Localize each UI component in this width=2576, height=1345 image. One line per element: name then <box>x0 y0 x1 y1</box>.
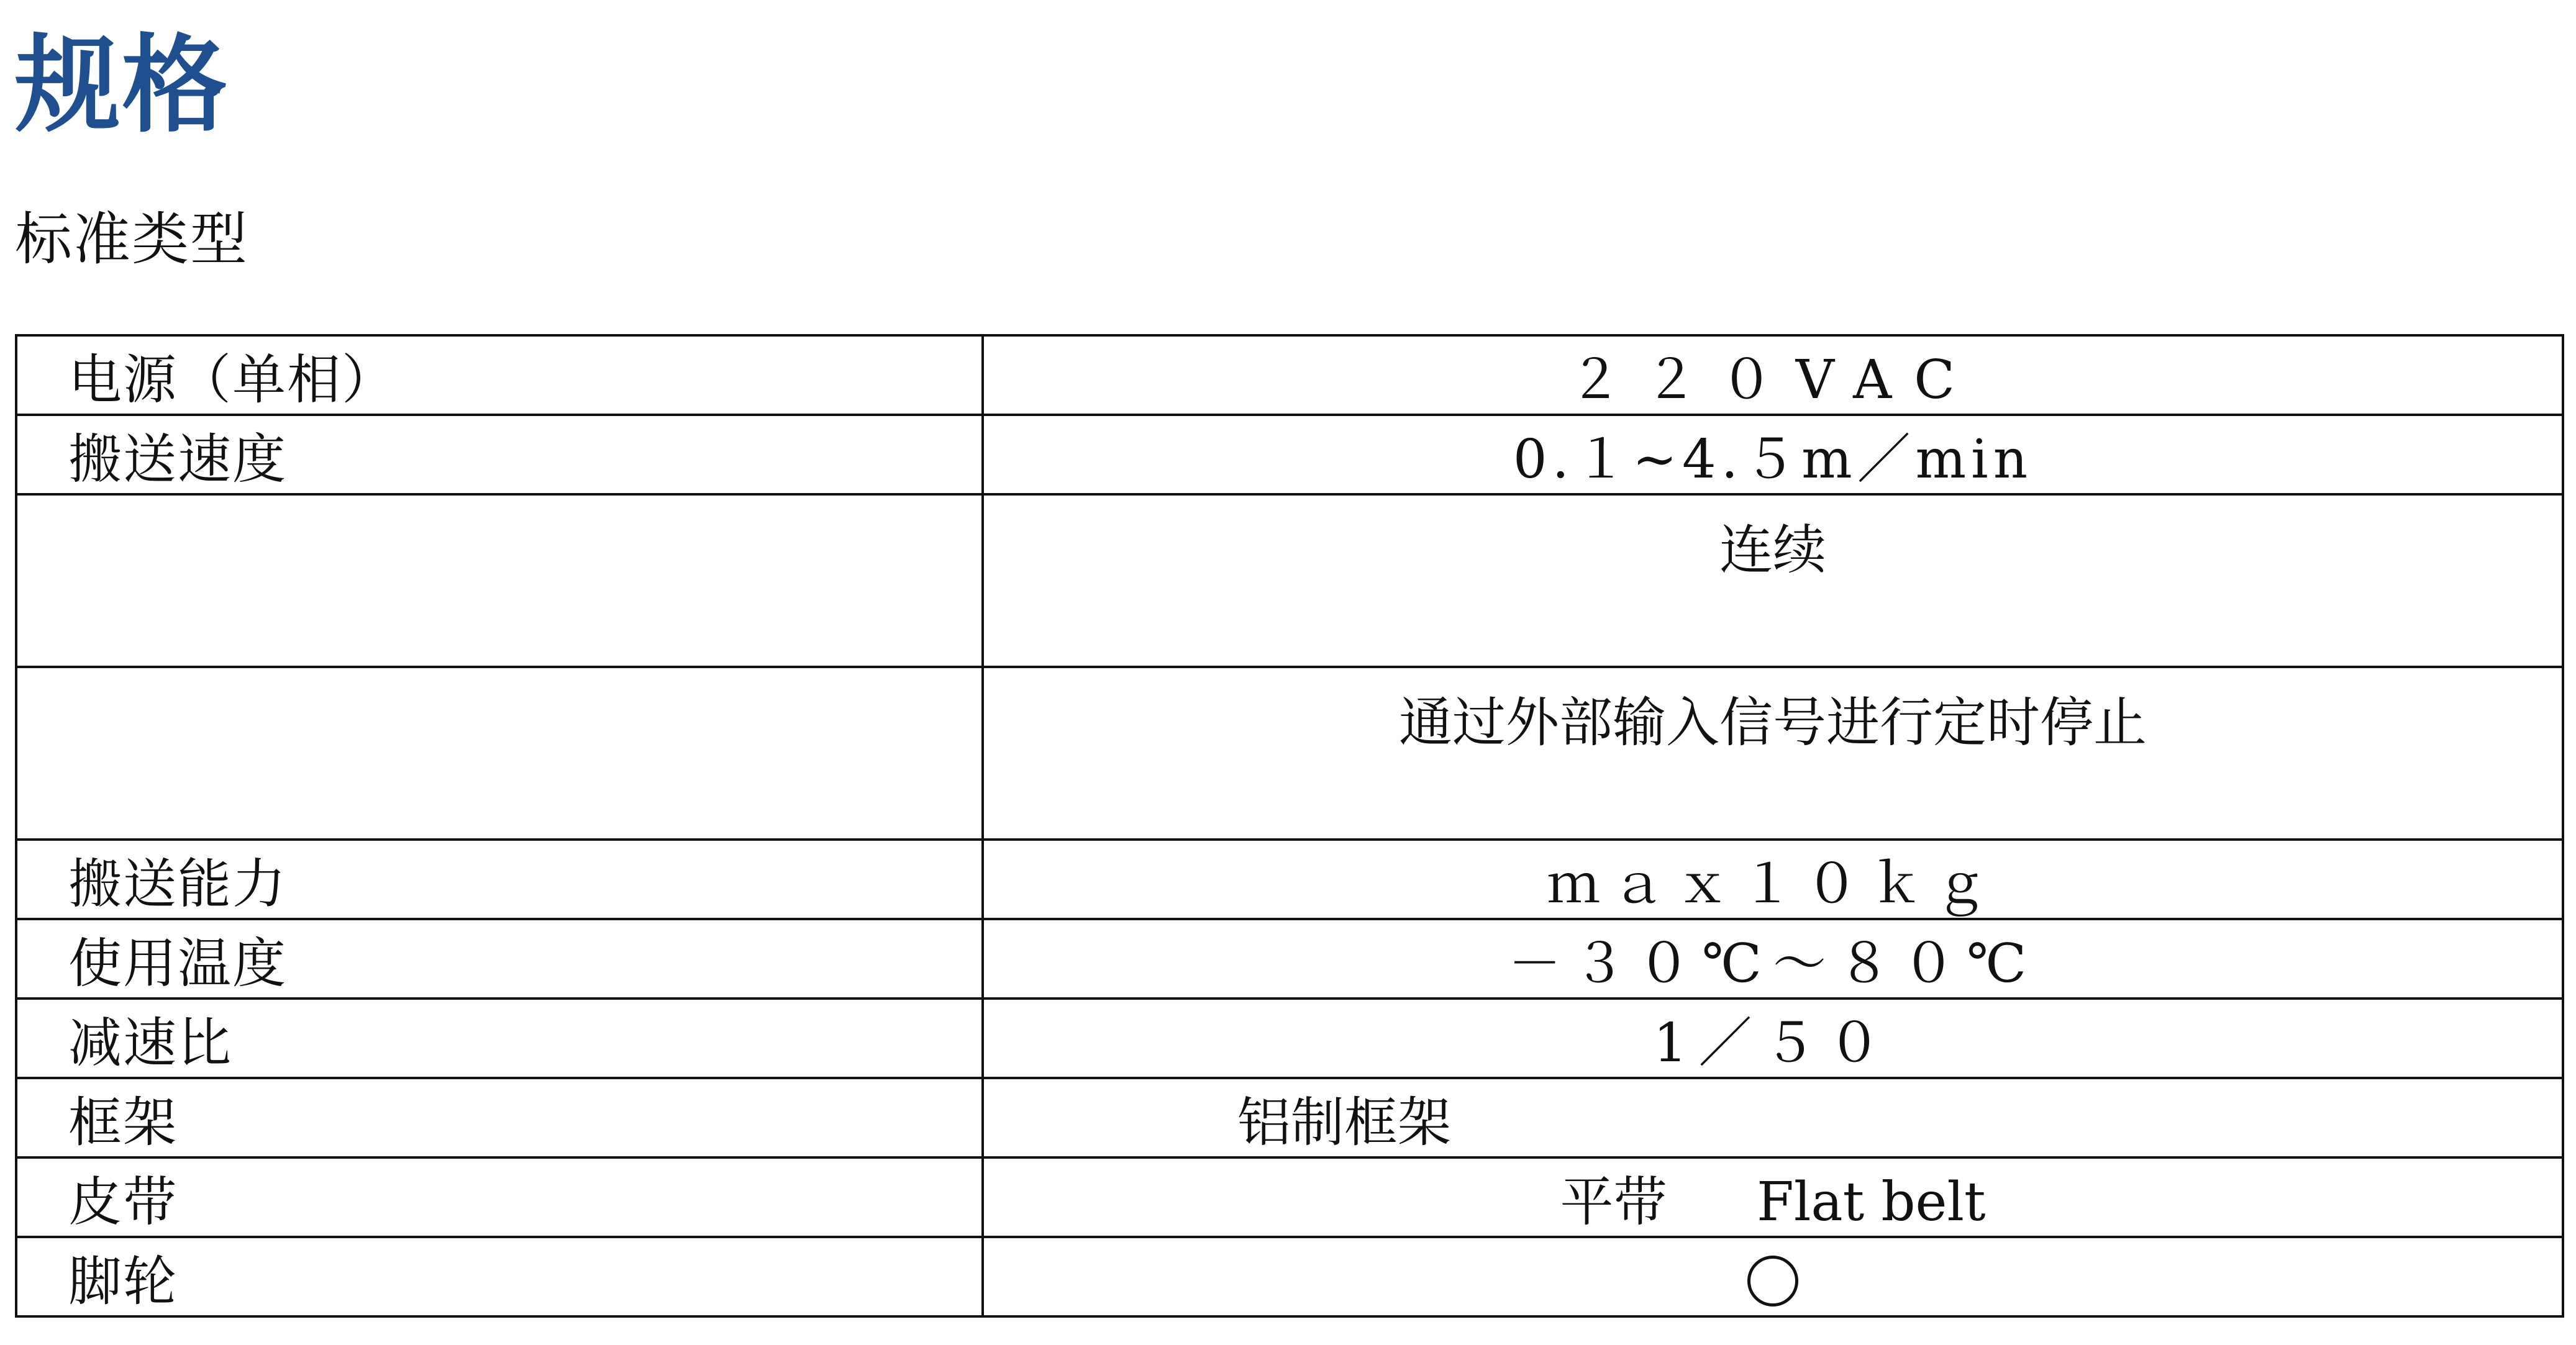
page-title: 规格 <box>15 23 229 147</box>
spec-value-capacity-text: ｍａｘ１０ｋｇ <box>1547 853 1999 915</box>
spec-row-capacity <box>16 840 2563 919</box>
spec-row-timed-stop <box>16 667 2563 840</box>
spec-label-empty-1 <box>16 494 983 667</box>
spec-row-frame <box>16 1078 2563 1157</box>
spec-label-reduction-ratio: 减速比 <box>16 999 983 1078</box>
spec-row-power <box>16 335 2563 415</box>
spec-value-timed-stop <box>983 667 2563 840</box>
spec-label-empty-2 <box>16 667 983 840</box>
spec-value-caster <box>983 1237 2563 1316</box>
spec-value-frame-text: 铝制框架 <box>1237 1092 1451 1154</box>
spec-value-reduction-ratio <box>983 999 2563 1078</box>
spec-value-belt-cn: 平带 <box>1560 1171 1667 1233</box>
spec-value-reduction-ratio-text: 1／５０ <box>1653 1012 1893 1074</box>
spec-value-timed-stop-text: 通过外部输入信号进行定时停止 <box>1399 692 2147 754</box>
spec-label-speed: 搬送速度 <box>16 415 983 494</box>
spec-value-belt <box>983 1157 2563 1237</box>
spec-label-caster: 脚轮 <box>16 1237 983 1316</box>
spec-label-power: 电源（单相） <box>16 335 983 415</box>
spec-row-continuous <box>16 494 2563 667</box>
spec-value-temperature <box>983 919 2563 999</box>
spec-value-continuous-text: 连续 <box>1719 519 1826 581</box>
spec-value-continuous <box>983 494 2563 667</box>
spec-value-speed-text: 0.１~4.５m／min <box>1513 428 2033 491</box>
spec-value-temperature-text: －３０℃～８０℃ <box>1508 933 2038 995</box>
spec-value-speed <box>983 415 2563 494</box>
spec-row-reduction-ratio <box>16 999 2563 1078</box>
section-subtitle: 标准类型 <box>15 206 249 273</box>
spec-value-power <box>983 335 2563 415</box>
spec-label-belt: 皮带 <box>16 1157 983 1237</box>
spec-row-caster <box>16 1237 2563 1316</box>
spec-label-temperature: 使用温度 <box>16 919 983 999</box>
spec-label-frame: 框架 <box>16 1078 983 1157</box>
spec-value-power-text: ２２０VAC <box>1568 349 1978 411</box>
spec-table <box>15 334 2564 1318</box>
spec-row-speed <box>16 415 2563 494</box>
spec-value-belt-en: Flat belt <box>1757 1171 1986 1233</box>
spec-label-capacity: 搬送能力 <box>16 840 983 919</box>
spec-value-frame <box>983 1078 2563 1157</box>
circle-mark-icon <box>1747 1256 1798 1307</box>
spec-value-capacity <box>983 840 2563 919</box>
spec-row-belt <box>16 1157 2563 1237</box>
spec-row-temperature <box>16 919 2563 999</box>
